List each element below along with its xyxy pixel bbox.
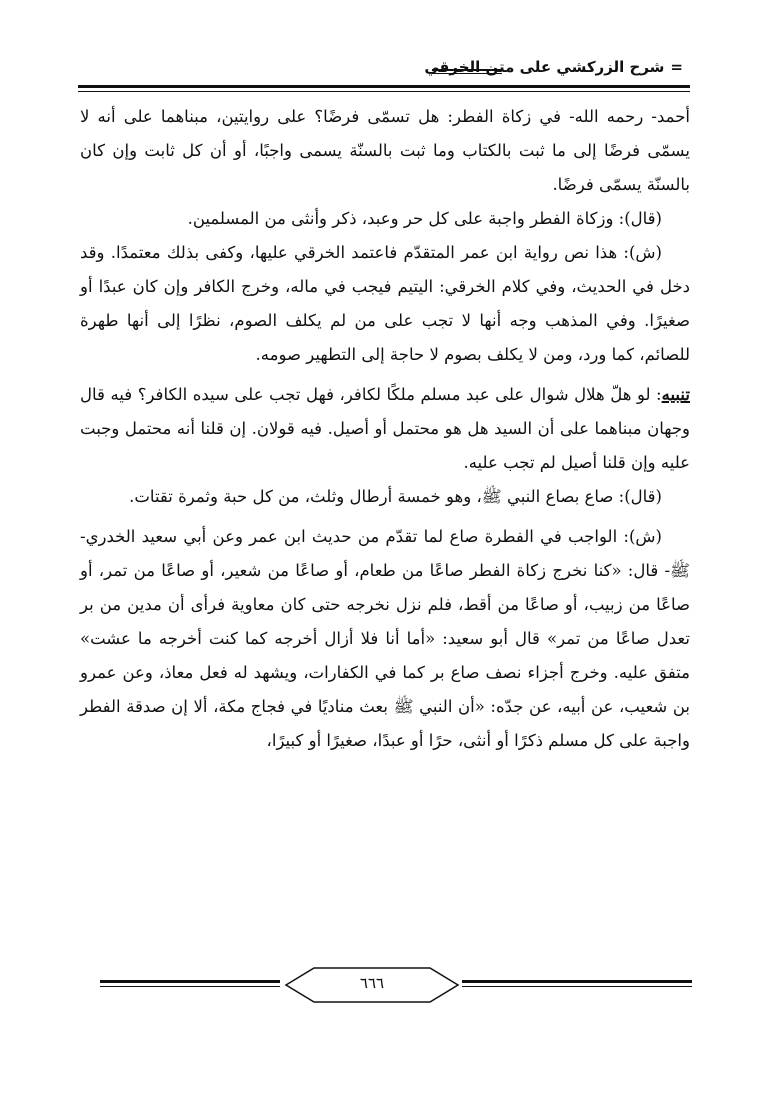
running-header-title: شرح الزركشي على متن الخرقي [424,58,665,76]
page-number: ٦٦٦ [359,974,385,992]
page-number-frame [284,965,460,1005]
footer-rule-left [100,980,280,983]
footer-rule-left-thin [100,986,280,987]
paragraph-3: (ش): هذا نص رواية ابن عمر المتقدّم فاعتمد الخرقي عليها، وكفى بذلك معتمدًا. وقد دخل في الحديث، وفي كلام الخرقي: اليتيم فيجب في ماله، وخرج الكافر وإن كان عبدًا أو صغيرًا. وفي المذهب وجه أنها لا تجب على من لم يكلف الصوم، نظرًا إلى أنها طهرة للصائم، كما ورد، ومن لا يكلف بصوم لا حاجة إلى التطهير صومه. [80,243,690,364]
header-rule-short-thin [432,73,502,74]
tanbih-label: تنبيه [661,385,690,404]
body-text [80,100,690,758]
paragraph-1: أحمد- رحمه الله- في زكاة الفطر: هل تسمّى فرضًا؟ على روايتين، مبناهما على أنه لا يسمّى فرضًا إلى ما ثبت بالكتاب وما ثبت بالسنّة يسمى واجبًا، أو أن كل ثابت وإن كان بالسنّة يسمّى فرضًا. [80,107,690,194]
paragraph-4-text: : لو هلّ هلال شوال على عبد مسلم ملكًا لكافر، فهل تجب على سيده الكافر؟ فيه قال وجهان مبناهما على أن السيد هل هو محتمل أو أصيل. فيه قولان. إن قلنا أنه محتمل وجبت عليه وإن قلنا أصيل لم تجب عليه. [80,385,690,472]
footer-rule-right-thin [462,986,692,987]
paragraph-2: (قال): وزكاة الفطر واجبة على كل حر وعبد، ذكر وأنثى من المسلمين. [187,209,662,228]
footer-rule-right [462,980,692,983]
header-mark: = [670,58,683,76]
paragraph-4 [80,378,690,480]
header-rule-thick [78,85,690,88]
header-rule-thin [78,91,690,92]
paragraph-5: (قال): صاع بصاع النبي ﷺ، وهو خمسة أرطال وثلث، من كل حبة وثمرة تقتات. [129,487,662,506]
header-rule-short [432,69,502,71]
paragraph-6: (ش): الواجب في الفطرة صاع لما تقدّم من حديث ابن عمر وعن أبي سعيد الخدري- ﷺ- قال: «كنا نخرج زكاة الفطر صاعًا من طعام، أو صاعًا من شعير، أو صاعًا من تمر، أو صاعًا من زبيب، أو صاعًا من أقط، فلم نزل نخرجه حتى كان معاوية فرأى أن مدين من بر تعدل صاعًا من تمر» قال أبو سعيد: «أما أنا فلا أزال أخرجه كما كنت أخرجه ما عشت» متفق عليه. وخرج أجزاء نصف صاع بر كما في الكفارات، ويشهد له فعل معاذ، وعن عمرو بن شعيب، عن أبيه، عن جدّه: «أن النبي ﷺ بعث مناديًا في فجاج مكة، ألا إن صدقة الفطر واجبة على كل مسلم ذكرًا أو أنثى، حرًا أو عبدًا، صغيرًا أو كبيرًا، [80,527,690,750]
